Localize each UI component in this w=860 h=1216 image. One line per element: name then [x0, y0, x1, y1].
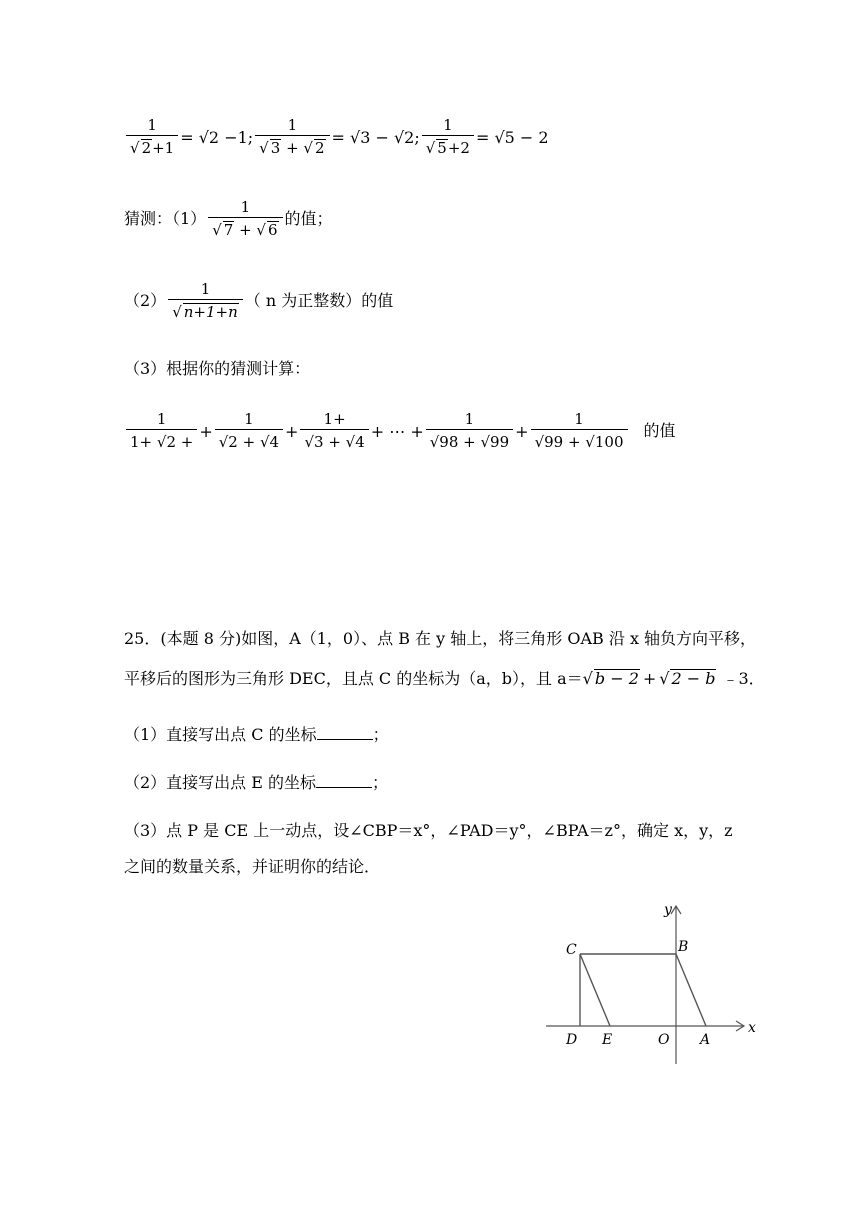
sum-term-3: $\frac{1+}{√3 + √4}$ [300, 410, 368, 452]
example-fraction-3: $\frac{1}{√ 5+2}$ [422, 116, 474, 158]
guess-question-1: 猜测：（1） $\frac{1}{√ 7 + √ 6}$ 的值； [124, 198, 333, 239]
label-c: C [566, 942, 577, 958]
guess-fraction-2: $\frac{1}{√ n+1+n}$ [168, 280, 243, 322]
guess-question-3: （3）根据你的猜测计算： [124, 359, 311, 378]
example-formulas: $\frac{1}{√ 2+1}$ = √2 −1; $\frac{1}{√ 3 + √ 2}$ = √3 − √2; $\frac{1}{√ 5+2}$ = √5 − 2 [124, 116, 549, 158]
label-y: y [664, 902, 672, 918]
label-o: O [658, 1032, 670, 1048]
sum-ellipsis: + ⋯ + [370, 421, 424, 441]
sum-term-1: $\frac{1}{1+ √2 +}$ [126, 410, 197, 452]
sum-term-99: $\frac{1}{√99 + √100}$ [531, 410, 628, 452]
example-fraction-2: $\frac{1}{√ 3 + √ 2}$ [255, 116, 329, 158]
example-fraction-1: $\frac{1}{√ 2+1}$ [126, 116, 178, 158]
coordinate-figure [540, 896, 770, 1076]
sum-expression: $\frac{1}{1+ √2 +}$ + $\frac{1}{√2 + √4}$ + $\frac{1+}{√3 + √4}$ + ⋯ + $\frac{1}{√98 + √99}$ + $\frac{1}{√99 + √100}$ 的值 [124, 410, 676, 452]
label-a: A [700, 1032, 711, 1048]
label-b: B [678, 939, 689, 955]
guess-fraction-1: $\frac{1}{√ 7 + √ 6}$ [208, 198, 282, 240]
problem-25-q2: （2）直接写出点 E 的坐标 ； [124, 773, 389, 792]
problem-25-line-1: 25．(本题 8 分)如图，A（1，0）、点 B 在 y 轴上，将三角形 OAB 沿 x 轴负方向平移， [124, 629, 757, 648]
segment-ba [676, 954, 706, 1026]
problem-25-q1: （1）直接写出点 C 的坐标 ； [124, 725, 389, 744]
problem-25-q3-line-2: 之间的数量关系，并证明你的结论． [124, 857, 381, 876]
label-e: E [602, 1032, 613, 1048]
label-d: D [566, 1032, 578, 1048]
answer-blank-e[interactable] [316, 773, 372, 788]
answer-blank-c[interactable] [317, 725, 373, 740]
problem-25-q3-line-1: （3）点 P 是 CE 上一动点，设∠CBP＝x°，∠PAD＝y°，∠BPA＝z°，确定 x，y，z [124, 821, 733, 840]
sum-term-98: $\frac{1}{√98 + √99}$ [426, 410, 513, 452]
label-x: x [748, 1020, 756, 1036]
segment-ce [580, 954, 610, 1026]
sum-term-2: $\frac{1}{√2 + √4}$ [215, 410, 283, 452]
problem-25-line-2: 平移后的图形为三角形 DEC，且点 C 的坐标为（a，b），且 a＝ √ b − 2 + √ 2 − b ﹣3． [124, 669, 765, 688]
guess-question-2: （2） $\frac{1}{√ n+1+n}$ （ n 为正整数）的值 [124, 280, 394, 321]
